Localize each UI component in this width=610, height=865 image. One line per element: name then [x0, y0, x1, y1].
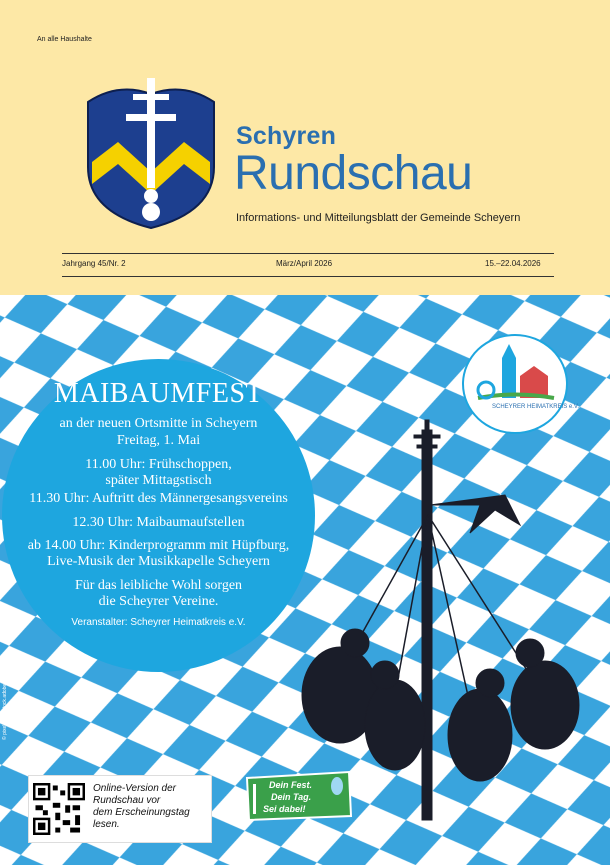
issue-month: März/April 2026: [276, 259, 333, 268]
event-location: an der neuen Ortsmitte in Scheyern: [59, 416, 258, 431]
photo-credit: © pixelfoto – stock.adobe.com: [2, 672, 8, 740]
catering-note: Für das leibliche Wohl sorgen: [74, 578, 243, 593]
heimatkreis-logo: [462, 334, 580, 434]
masthead-subtitle: Informations- und Mitteilungsblatt der Gemeinde Scheyern: [236, 212, 521, 224]
event-info-circle: [2, 359, 315, 672]
program-item: ab 14.00 Uhr: Kinderprogramm mit Hüpfburg,: [27, 538, 290, 553]
program-item: 11.00 Uhr: Frühschoppen,: [85, 457, 232, 472]
issue-rule-bottom: [62, 276, 554, 277]
municipal-crest-icon: [78, 72, 224, 230]
recipient-note: An alle Haushalte: [37, 36, 92, 43]
heimatkreis-logo-text: SCHEYRER HEIMATKREIS e.V.: [492, 404, 580, 410]
header-band: [0, 0, 610, 29]
program-item-detail: später Mittagstisch: [105, 473, 212, 488]
header-band-left: [0, 0, 29, 295]
slogan-line-3: Sei dabei!: [263, 804, 306, 814]
catering-note-2: die Scheyrer Vereine.: [98, 594, 219, 609]
program-item-detail: Live-Musik der Musikkapelle Scheyern: [47, 554, 270, 569]
issue-number: Jahrgang 45/Nr. 2: [62, 259, 126, 268]
qr-code-icon[interactable]: [33, 783, 85, 835]
header-band-right: [581, 0, 610, 295]
event-date: Freitag, 1. Mai: [116, 433, 201, 448]
heimatkreis-logo-icon: [464, 336, 580, 432]
program-item: 12.30 Uhr: Maibaumaufstellen: [72, 515, 245, 530]
event-organizer: Veranstalter: Scheyrer Heimatkreis e.V.: [71, 617, 246, 628]
program-item: 11.30 Uhr: Auftritt des Männergesangsvereins: [29, 491, 288, 506]
slogan-line-2: Dein Tag.: [271, 792, 312, 802]
event-title: MAIBAUMFEST: [53, 378, 264, 409]
small-maypole-icon: [253, 784, 256, 814]
issue-date-range: 15.–22.04.2026: [485, 259, 541, 268]
slogan-line-1: Dein Fest.: [269, 780, 313, 790]
masthead-title-schyren: Schyren: [236, 122, 337, 150]
slogan-badge: [241, 770, 355, 822]
balloon-icon: [331, 777, 343, 795]
issue-rule-top: [62, 253, 554, 254]
online-version-text: Online-Version der Rundschau vor dem Erscheinungstag lesen.: [93, 783, 190, 830]
masthead-title-rundschau: Rundschau: [234, 147, 473, 200]
